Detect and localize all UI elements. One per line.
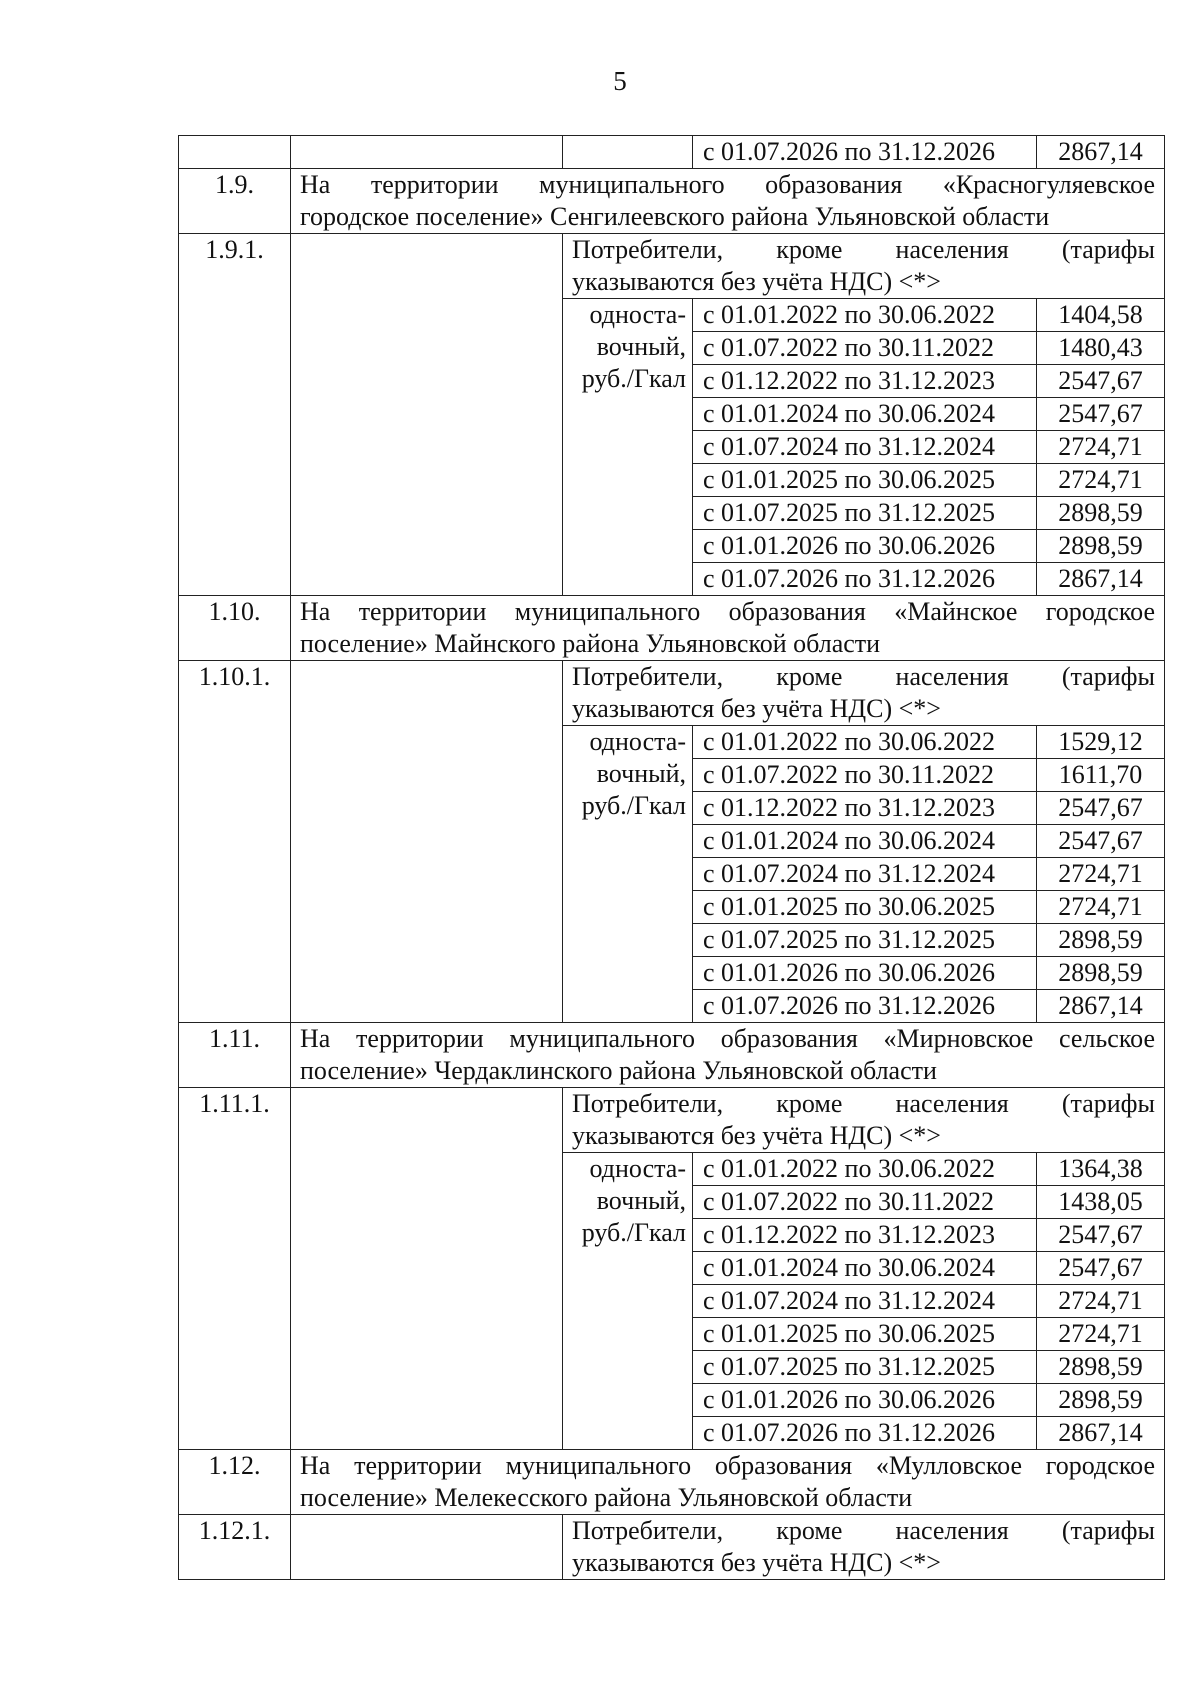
tariff-value-cell: 2898,59 (1037, 1384, 1165, 1417)
period-cell: с 01.07.2026 по 31.12.2026 (693, 563, 1037, 596)
tariff-value-cell: 1364,38 (1037, 1153, 1165, 1186)
table-row (179, 136, 1165, 169)
tariff-value-cell: 2898,59 (1037, 924, 1165, 957)
period-cell: с 01.01.2024 по 30.06.2024 (693, 825, 1037, 858)
tariff-value-cell: 2547,67 (1037, 1252, 1165, 1285)
cell-text-line: поселение» Мелекесского района Ульяновской области (300, 1483, 913, 1512)
section-number-cell: 1.12. (179, 1450, 291, 1515)
cell-text-line: указываются без учёта НДС) <*> (572, 1121, 941, 1150)
period-cell: с 01.07.2024 по 31.12.2024 (693, 1285, 1037, 1318)
empty-cell (563, 136, 693, 169)
consumer-row (179, 661, 1165, 726)
period-cell: с 01.01.2026 по 30.06.2026 (693, 957, 1037, 990)
empty-cell (291, 1088, 563, 1450)
period-cell: с 01.01.2024 по 30.06.2024 (693, 1252, 1037, 1285)
tariff-value-cell: 1480,43 (1037, 332, 1165, 365)
period-cell: с 01.12.2022 по 31.12.2023 (693, 1219, 1037, 1252)
tariff-value-cell: 2867,14 (1037, 1417, 1165, 1450)
period-cell: с 01.07.2025 по 31.12.2025 (693, 924, 1037, 957)
tariff-table (178, 135, 1165, 1580)
tariff-value-cell: 2867,14 (1037, 990, 1165, 1023)
period-cell: с 01.01.2025 по 30.06.2025 (693, 891, 1037, 924)
number-cell (179, 136, 291, 169)
cell-text-line: односта- (589, 1154, 686, 1183)
tariff-table-body (179, 136, 1165, 1580)
tariff-value-cell: 1404,58 (1037, 299, 1165, 332)
section-heading-row (179, 1023, 1165, 1088)
cell-text-line: Потребители, кроме населения (тарифы (572, 1089, 1155, 1118)
cell-text-line: На территории муниципального образования «Мирновское сельское (300, 1024, 1155, 1053)
section-number-cell: 1.11. (179, 1023, 291, 1088)
consumer-description-cell (563, 1515, 1165, 1580)
tariff-type-cell (563, 299, 693, 596)
section-title-cell (291, 596, 1165, 661)
section-heading-row (179, 1450, 1165, 1515)
tariff-value-cell: 2898,59 (1037, 1351, 1165, 1384)
period-cell: с 01.01.2022 по 30.06.2022 (693, 1153, 1037, 1186)
tariff-value-cell: 1438,05 (1037, 1186, 1165, 1219)
section-title-cell (291, 1023, 1165, 1088)
period-cell: с 01.07.2026 по 31.12.2026 (693, 1417, 1037, 1450)
cell-text-line: городское поселение» Сенгилеевского района Ульяновской области (300, 202, 1050, 231)
cell-text-line: На территории муниципального образования «Мулловское городское (300, 1451, 1155, 1480)
period-cell: с 01.07.2026 по 31.12.2026 (693, 990, 1037, 1023)
period-cell: с 01.07.2024 по 31.12.2024 (693, 858, 1037, 891)
section-title-cell (291, 169, 1165, 234)
cell-text-line: вочный, (596, 1186, 686, 1215)
tariff-value-cell: 2898,59 (1037, 530, 1165, 563)
tariff-value-cell: 2724,71 (1037, 891, 1165, 924)
tariff-value-cell: 2724,71 (1037, 464, 1165, 497)
cell-text-line: Потребители, кроме населения (тарифы (572, 1516, 1155, 1545)
cell-text-line: поселение» Чердаклинского района Ульяновской области (300, 1056, 937, 1085)
cell-text-line: На территории муниципального образования «Красногуляевское (300, 170, 1155, 199)
cell-text-line: односта- (589, 300, 686, 329)
period-cell: с 01.07.2022 по 30.11.2022 (693, 1186, 1037, 1219)
tariff-value-cell: 1611,70 (1037, 759, 1165, 792)
tariff-value-cell: 2867,14 (1037, 136, 1165, 169)
subsection-number-cell: 1.12.1. (179, 1515, 291, 1580)
cell-text-line: руб./Гкал (581, 364, 686, 393)
tariff-value-cell: 2724,71 (1037, 431, 1165, 464)
period-cell: с 01.07.2022 по 30.11.2022 (693, 332, 1037, 365)
section-heading-row (179, 169, 1165, 234)
tariff-value-cell: 2724,71 (1037, 1318, 1165, 1351)
tariff-type-cell (563, 1153, 693, 1450)
section-title-cell (291, 1450, 1165, 1515)
section-number-cell: 1.10. (179, 596, 291, 661)
period-cell: с 01.07.2025 по 31.12.2025 (693, 1351, 1037, 1384)
tariff-value-cell: 2724,71 (1037, 1285, 1165, 1318)
empty-cell (291, 1515, 563, 1580)
period-cell: с 01.12.2022 по 31.12.2023 (693, 365, 1037, 398)
tariff-value-cell: 2898,59 (1037, 957, 1165, 990)
tariff-value-cell: 2867,14 (1037, 563, 1165, 596)
period-cell: с 01.07.2025 по 31.12.2025 (693, 497, 1037, 530)
cell-text-line: На территории муниципального образования «Майнское городское (300, 597, 1155, 626)
tariff-value-cell: 2724,71 (1037, 858, 1165, 891)
cell-text-line: указываются без учёта НДС) <*> (572, 694, 941, 723)
tariff-type-cell (563, 726, 693, 1023)
consumer-description-cell (563, 661, 1165, 726)
consumer-row (179, 1088, 1165, 1153)
tariff-value-cell: 2547,67 (1037, 365, 1165, 398)
empty-cell (291, 136, 563, 169)
period-cell: с 01.12.2022 по 31.12.2023 (693, 792, 1037, 825)
tariff-value-cell: 2898,59 (1037, 497, 1165, 530)
cell-text-line: односта- (589, 727, 686, 756)
cell-text-line: Потребители, кроме населения (тарифы (572, 662, 1155, 691)
tariff-value-cell: 2547,67 (1037, 1219, 1165, 1252)
consumer-row (179, 1515, 1165, 1580)
subsection-number-cell: 1.11.1. (179, 1088, 291, 1450)
period-cell: с 01.07.2022 по 30.11.2022 (693, 759, 1037, 792)
period-cell: с 01.07.2026 по 31.12.2026 (693, 136, 1037, 169)
consumer-description-cell (563, 1088, 1165, 1153)
tariff-value-cell: 2547,67 (1037, 398, 1165, 431)
section-heading-row (179, 596, 1165, 661)
cell-text-line: Потребители, кроме населения (тарифы (572, 235, 1155, 264)
tariff-value-cell: 2547,67 (1037, 792, 1165, 825)
cell-text-line: поселение» Майнского района Ульяновской области (300, 629, 881, 658)
cell-text-line: указываются без учёта НДС) <*> (572, 1548, 941, 1577)
subsection-number-cell: 1.9.1. (179, 234, 291, 596)
period-cell: с 01.01.2025 по 30.06.2025 (693, 1318, 1037, 1351)
cell-text-line: вочный, (596, 332, 686, 361)
cell-text-line: вочный, (596, 759, 686, 788)
period-cell: с 01.01.2022 по 30.06.2022 (693, 726, 1037, 759)
period-cell: с 01.01.2026 по 30.06.2026 (693, 1384, 1037, 1417)
cell-text-line: руб./Гкал (581, 1218, 686, 1247)
subsection-number-cell: 1.10.1. (179, 661, 291, 1023)
empty-cell (291, 661, 563, 1023)
section-number-cell: 1.9. (179, 169, 291, 234)
period-cell: с 01.01.2025 по 30.06.2025 (693, 464, 1037, 497)
period-cell: с 01.07.2024 по 31.12.2024 (693, 431, 1037, 464)
cell-text-line: руб./Гкал (581, 791, 686, 820)
cell-text-line: указываются без учёта НДС) <*> (572, 267, 941, 296)
tariff-value-cell: 2547,67 (1037, 825, 1165, 858)
page-number: 5 (613, 66, 627, 96)
empty-cell (291, 234, 563, 596)
period-cell: с 01.01.2022 по 30.06.2022 (693, 299, 1037, 332)
tariff-value-cell: 1529,12 (1037, 726, 1165, 759)
period-cell: с 01.01.2024 по 30.06.2024 (693, 398, 1037, 431)
consumer-row (179, 234, 1165, 299)
consumer-description-cell (563, 234, 1165, 299)
period-cell: с 01.01.2026 по 30.06.2026 (693, 530, 1037, 563)
